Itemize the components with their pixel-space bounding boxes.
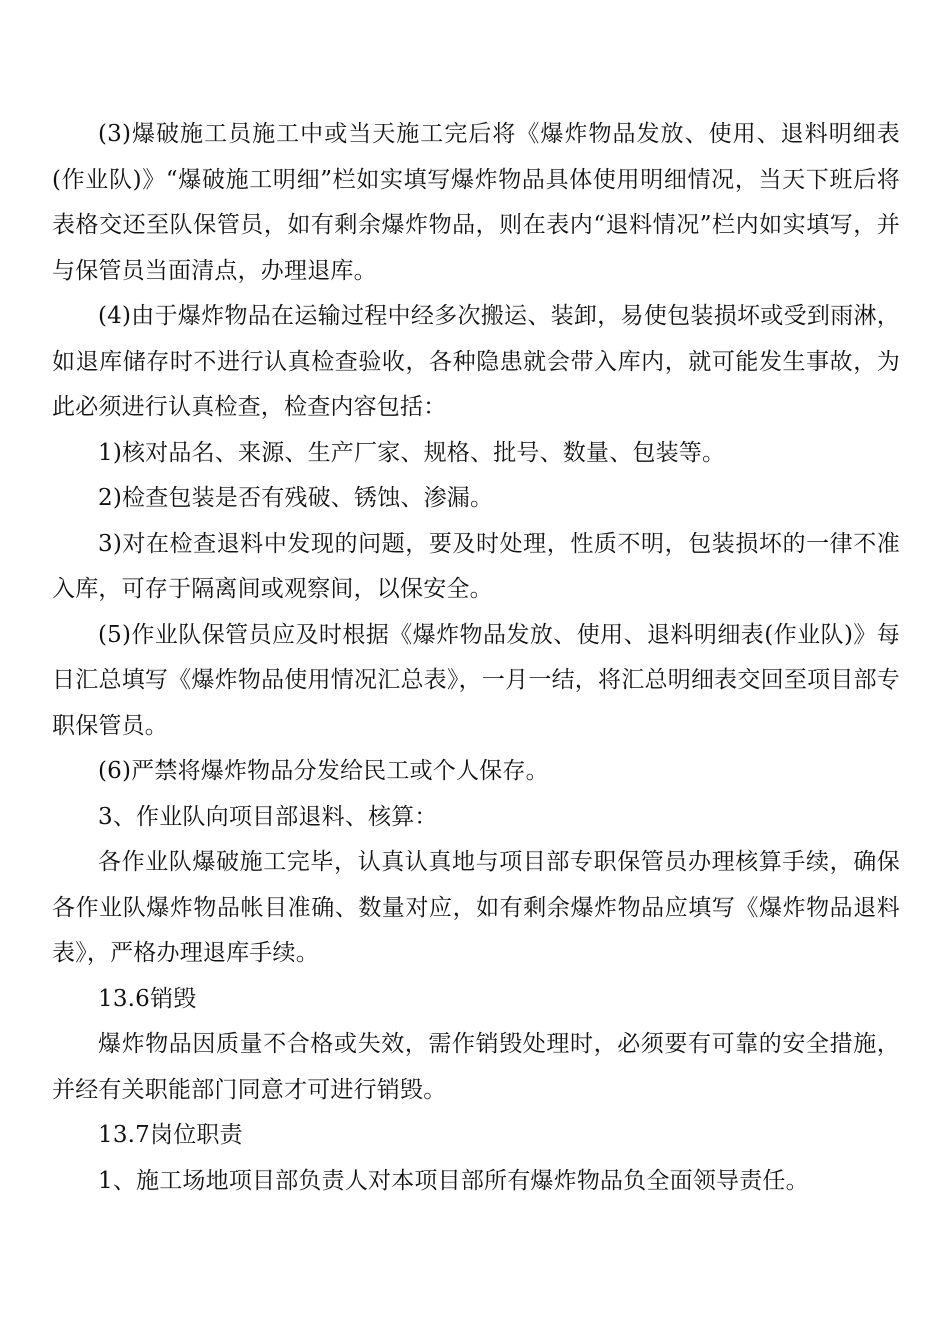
paragraph-3-return-procedure: (3)爆破施工员施工中或当天施工完后将《爆炸物品发放、使用、退料明细表(作业队)》“爆破施工明细”栏如实填写爆炸物品具体使用明细情况，当天下班后将表格交还至队保管员，如有剩余爆炸物品，则在表内“退料情况”栏内如实填写，并与保管员当面清点，办理退库。 [52,121,900,284]
section-3-body: 各作业队爆破施工完毕，认真认真地与项目部专职保管员办理核算手续，确保各作业队爆炸物品帐目准确、数量对应，如有剩余爆炸物品应填写《爆炸物品退料表》，严格办理退库手续。 [52,849,900,966]
section-13-6-body: 爆炸物品因质量不合格或失效，需作销毁处理时，必须要有可靠的安全措施，并经有关职能部门同意才可进行销毁。 [52,1031,900,1103]
paragraph-6-prohibition: (6)严禁将爆炸物品分发给民工或个人保存。 [98,758,549,784]
paragraph-4-inspection-reason: (4)由于爆炸物品在运输过程中经多次搬运、装卸，易使包装损坏或受到雨淋，如退库储存时不进行认真检查验收，各种隐患就会带入库内，就可能发生事故，为此必须进行认真检查，检查内容包括： [52,303,900,420]
section-13-6-heading: 13.6销毁 [98,985,197,1012]
paragraph-5-summary-table: (5)作业队保管员应及时根据《爆炸物品发放、使用、退料明细表(作业队)》每日汇总填写《爆炸物品使用情况汇总表》，一月一结，将汇总明细表交回至项目部专职保管员。 [52,621,900,739]
inspection-item-3: 3)对在检查退料中发现的问题，要及时处理，性质不明，包装损坏的一律不准入库，可存于隔离间或观察间，以保安全。 [52,530,900,602]
inspection-item-1: 1)核对品名、来源、生产厂家、规格、批号、数量、包装等。 [98,439,726,466]
section-13-7-heading: 13.7岗位职责 [98,1122,243,1148]
inspection-item-2: 2)检查包装是否有残破、锈蚀、渗漏。 [98,485,494,511]
section-3-heading: 3、作业队向项目部退料、核算： [98,803,438,830]
responsibility-item-1: 1、施工场地项目部负责人对本项目部所有爆炸物品负全面领导责任。 [98,1167,809,1194]
document-body [52,112,900,1204]
